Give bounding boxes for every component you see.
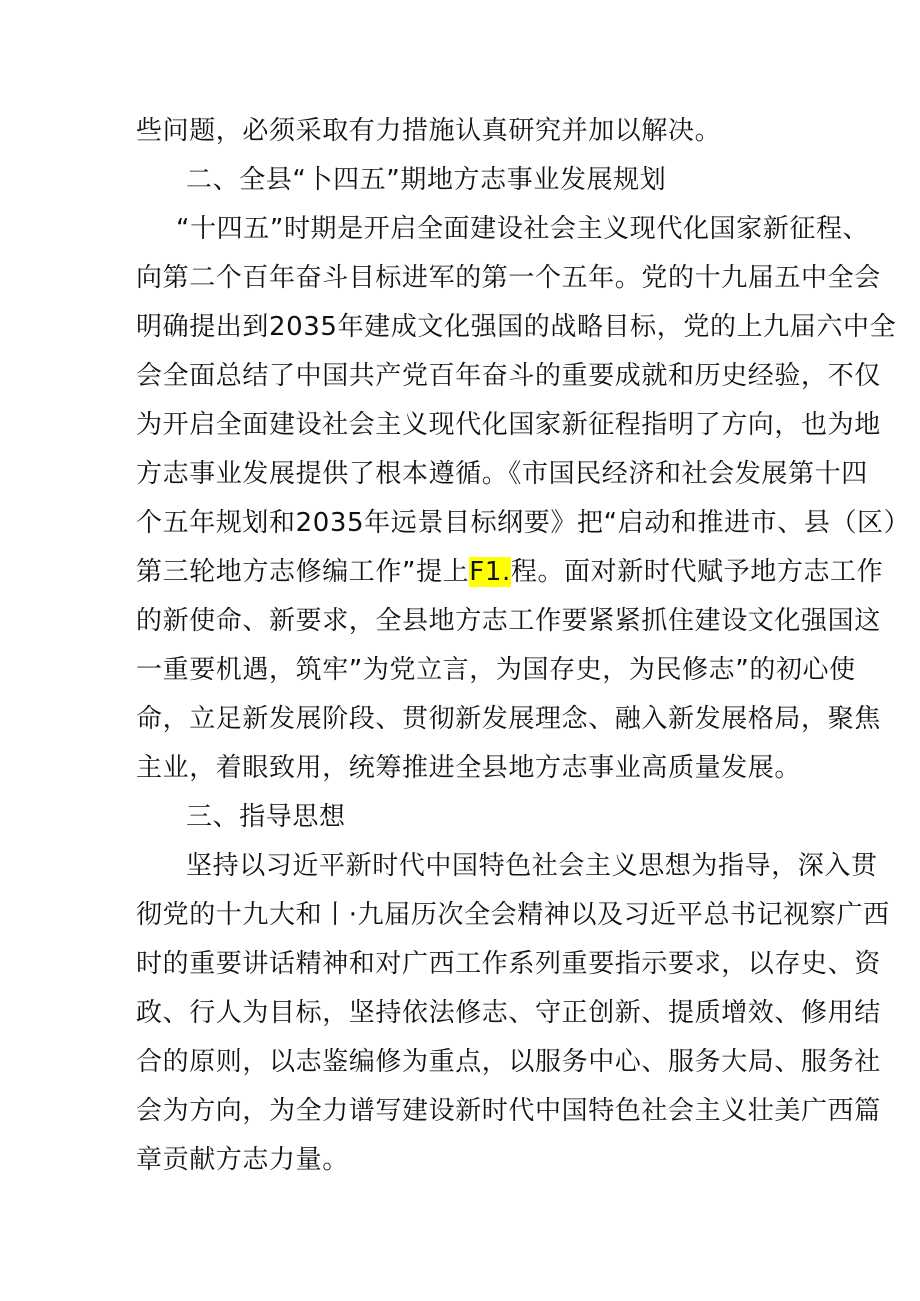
text-line: 会为方向，为全力谱写建设新时代中国特色社会主义壮美广西篇 [136, 1096, 881, 1126]
text-line: 命，立足新发展阶段、贯彻新发展理念、融入新发展格局，聚焦 [136, 704, 881, 734]
text-line: 章贡献方志力量。 [136, 1145, 349, 1175]
text-line: 向第二个百年奋斗目标进军的第一个五年。党的十九届五中全会 [136, 263, 881, 293]
text-line: 坚持以习近平新时代中国特色社会主义思想为指导，深入贯 [186, 851, 878, 881]
section-heading: 二、全县“卜四五”期地方志事业发展规划 [186, 165, 667, 195]
text-line: 主业，着眼致用，统筹推进全县地方志事业高质量发展。 [136, 753, 802, 783]
text-line: 时的重要讲话精神和对广西工作系列重要指示要求，以存史、资 [136, 949, 881, 979]
section-heading: 三、指导思想 [186, 802, 346, 832]
text-segment: 程。面对新时代赋予地方志工作 [510, 557, 884, 587]
text-line: 彻党的十九大和丨·九届历次全会精神以及习近平总书记视察广西 [136, 900, 890, 930]
text-line: 的新使命、新要求，全县地方志工作要紧紧抓住建设文化强国这 [136, 606, 881, 636]
text-line: 明确提出到2035年建成文化强国的战略目标，党的上九届六中全 [136, 312, 897, 342]
text-line: “十四五”时期是开启全面建设社会主义现代化国家新征程、 [176, 214, 870, 244]
text-line: 些问题，必须采取有力措施认真研究并加以解决。 [136, 116, 722, 146]
text-line: 为开启全面建设社会主义现代化国家新征程指明了方向，也为地 [136, 410, 881, 440]
text-line: 一重要机遇，筑牢”为党立言，为国存史，为民修志”的初心使 [136, 655, 856, 685]
text-line-highlighted [136, 556, 883, 588]
text-segment: 第三轮地方志修编工作”提上 [136, 557, 470, 587]
text-line: 方志事业发展提供了根本遵循。《市国民经济和社会发展第十四 [136, 459, 868, 489]
text-line: 会全面总结了中国共产党百年奋斗的重要成就和历史经验，不仅 [136, 361, 881, 391]
text-line: 个五年规划和2035年远景目标纲要》把“启动和推进市、县（区） [136, 508, 911, 538]
text-line: 政、行人为目标，坚持依法修志、守正创新、提质增效、修用结 [136, 998, 881, 1028]
text-line: 合的原则，以志鉴编修为重点，以服务中心、服务大局、服务社 [136, 1047, 881, 1077]
highlighted-text: F1. [469, 557, 511, 587]
